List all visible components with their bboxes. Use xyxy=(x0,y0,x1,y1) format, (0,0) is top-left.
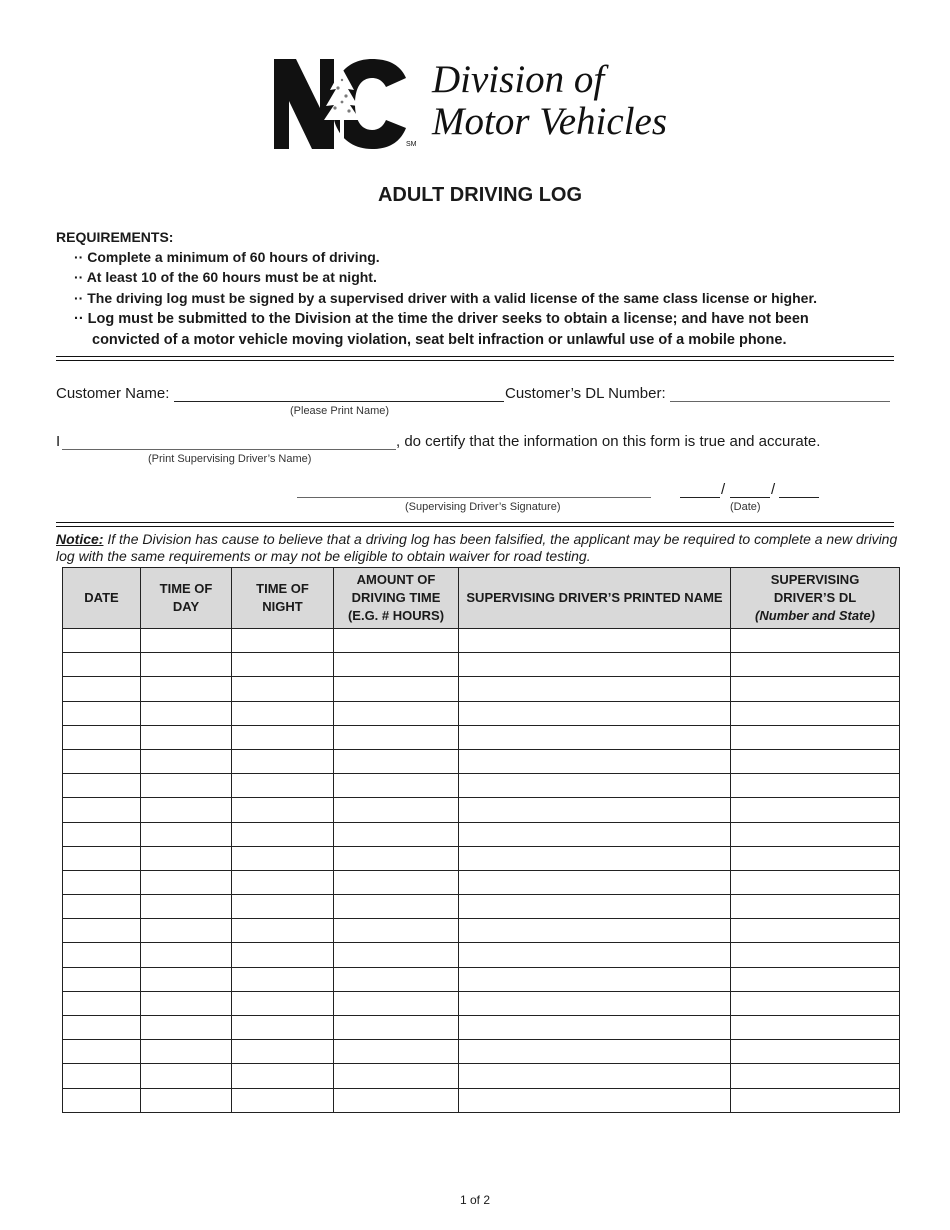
requirement-item: ·· Complete a minimum of 60 hours of driving. xyxy=(74,249,380,265)
supervising-dl-cell[interactable] xyxy=(731,629,900,653)
divider xyxy=(56,526,894,527)
supervising-name-cell[interactable] xyxy=(459,967,731,991)
time-of-day-cell[interactable] xyxy=(141,677,232,701)
supervising-name-cell[interactable] xyxy=(459,1064,731,1088)
date-day-field[interactable] xyxy=(730,497,770,498)
driving-time-cell[interactable] xyxy=(334,629,459,653)
date-cell[interactable] xyxy=(63,870,141,894)
supervising-dl-cell[interactable] xyxy=(731,1064,900,1088)
requirement-item: ·· The driving log must be signed by a supervised driver with a valid license of the same class license or higher. xyxy=(74,290,818,306)
supervising-name-cell[interactable] xyxy=(459,653,731,677)
driving-time-cell[interactable] xyxy=(334,774,459,798)
divider xyxy=(56,356,894,357)
time-of-night-cell[interactable] xyxy=(232,701,334,725)
supervising-name-cell[interactable] xyxy=(459,846,731,870)
table-row xyxy=(63,1088,900,1112)
supervising-name-cell[interactable] xyxy=(459,798,731,822)
driving-time-cell[interactable] xyxy=(334,798,459,822)
table-row xyxy=(63,653,900,677)
division-line-2: Motor Vehicles xyxy=(432,100,668,143)
table-row xyxy=(63,798,900,822)
driving-time-cell[interactable] xyxy=(334,1040,459,1064)
supervising-dl-cell[interactable] xyxy=(731,653,900,677)
supervising-dl-cell[interactable] xyxy=(731,677,900,701)
supervising-name-cell[interactable] xyxy=(459,870,731,894)
requirement-item: ·· At least 10 of the 60 hours must be at night. xyxy=(74,269,377,285)
supervising-name-cell[interactable] xyxy=(459,943,731,967)
customer-name-label: Customer Name: xyxy=(56,385,170,402)
time-of-day-cell[interactable] xyxy=(141,943,232,967)
divider xyxy=(56,360,894,361)
page-title: ADULT DRIVING LOG xyxy=(377,184,583,206)
header-supervising-name: SUPERVISING DRIVER’S PRINTED NAME xyxy=(459,568,731,629)
time-of-night-cell[interactable] xyxy=(232,919,334,943)
time-of-night-cell[interactable] xyxy=(232,1064,334,1088)
supervising-dl-cell[interactable] xyxy=(731,701,900,725)
date-cell[interactable] xyxy=(63,774,141,798)
time-of-day-cell[interactable] xyxy=(141,1088,232,1112)
date-cell[interactable] xyxy=(63,943,141,967)
time-of-night-cell[interactable] xyxy=(232,943,334,967)
supervising-dl-cell[interactable] xyxy=(731,870,900,894)
date-cell[interactable] xyxy=(63,725,141,749)
header-supervising-dl: SUPERVISING DRIVER’S DL (Number and State) xyxy=(731,568,900,629)
time-of-day-cell[interactable] xyxy=(141,725,232,749)
supervising-dl-cell[interactable] xyxy=(731,749,900,773)
date-year-field[interactable] xyxy=(779,497,819,498)
time-of-day-cell[interactable] xyxy=(141,1064,232,1088)
date-cell[interactable] xyxy=(63,701,141,725)
time-of-night-cell[interactable] xyxy=(232,870,334,894)
time-of-day-cell[interactable] xyxy=(141,870,232,894)
driving-time-cell[interactable] xyxy=(334,846,459,870)
date-cell[interactable] xyxy=(63,1064,141,1088)
time-of-night-cell[interactable] xyxy=(232,774,334,798)
time-of-night-cell[interactable] xyxy=(232,653,334,677)
date-cell[interactable] xyxy=(63,991,141,1015)
driving-time-cell[interactable] xyxy=(334,943,459,967)
driving-log-table xyxy=(62,567,900,1113)
supervising-dl-cell[interactable] xyxy=(731,1040,900,1064)
driving-time-cell[interactable] xyxy=(334,701,459,725)
nc-logo-n xyxy=(274,59,334,149)
supervising-dl-cell[interactable] xyxy=(731,1088,900,1112)
supervising-dl-cell[interactable] xyxy=(731,919,900,943)
time-of-day-cell[interactable] xyxy=(141,701,232,725)
header-time-of-day: TIME OF DAY xyxy=(141,568,232,629)
table-row xyxy=(63,677,900,701)
driving-time-cell[interactable] xyxy=(334,725,459,749)
supervising-dl-cell[interactable] xyxy=(731,943,900,967)
time-of-day-cell[interactable] xyxy=(141,967,232,991)
supervising-name-cell[interactable] xyxy=(459,895,731,919)
time-of-night-cell[interactable] xyxy=(232,725,334,749)
requirement-item-continued: convicted of a motor vehicle moving violation, seat belt infraction or unlawful use of a mobile phone. xyxy=(92,332,787,348)
customer-name-hint: (Please Print Name) xyxy=(290,405,390,417)
supervising-dl-cell[interactable] xyxy=(731,846,900,870)
time-of-day-cell[interactable] xyxy=(141,629,232,653)
supervising-dl-cell[interactable] xyxy=(731,798,900,822)
time-of-night-cell[interactable] xyxy=(232,991,334,1015)
certify-statement: , do certify that the information on this form is true and accurate. xyxy=(396,433,821,450)
date-cell[interactable] xyxy=(63,798,141,822)
supervising-dl-cell[interactable] xyxy=(731,895,900,919)
table-row xyxy=(63,846,900,870)
table-row xyxy=(63,1016,900,1040)
date-cell[interactable] xyxy=(63,1016,141,1040)
driving-time-cell[interactable] xyxy=(334,991,459,1015)
table-row xyxy=(63,919,900,943)
time-of-night-cell[interactable] xyxy=(232,822,334,846)
table-row xyxy=(63,774,900,798)
supervising-name-cell[interactable] xyxy=(459,1016,731,1040)
table-row xyxy=(63,943,900,967)
driving-time-cell[interactable] xyxy=(334,653,459,677)
supervising-name-cell[interactable] xyxy=(459,774,731,798)
time-of-night-cell[interactable] xyxy=(232,895,334,919)
time-of-night-cell[interactable] xyxy=(232,967,334,991)
driving-time-cell[interactable] xyxy=(334,749,459,773)
supervising-name-cell[interactable] xyxy=(459,1088,731,1112)
divider xyxy=(56,522,894,523)
header-driving-time: AMOUNT OF DRIVING TIME (E.G. # HOURS) xyxy=(334,568,459,629)
date-cell[interactable] xyxy=(63,1040,141,1064)
date-cell[interactable] xyxy=(63,629,141,653)
driving-time-cell[interactable] xyxy=(334,967,459,991)
date-cell[interactable] xyxy=(63,822,141,846)
table-row xyxy=(63,870,900,894)
customer-dl-field[interactable] xyxy=(670,401,890,402)
supervising-dl-cell[interactable] xyxy=(731,822,900,846)
supervising-name-hint: (Print Supervising Driver’s Name) xyxy=(148,453,312,465)
driving-time-cell[interactable] xyxy=(334,919,459,943)
table-body xyxy=(63,629,900,1113)
date-cell[interactable] xyxy=(63,895,141,919)
date-cell[interactable] xyxy=(63,653,141,677)
supervising-signature-field[interactable] xyxy=(297,497,651,498)
table-row xyxy=(63,749,900,773)
supervising-name-cell[interactable] xyxy=(459,822,731,846)
time-of-day-cell[interactable] xyxy=(141,653,232,677)
supervising-dl-cell[interactable] xyxy=(731,991,900,1015)
time-of-night-cell[interactable] xyxy=(232,798,334,822)
notice xyxy=(56,531,906,565)
date-cell[interactable] xyxy=(63,919,141,943)
supervising-name-cell[interactable] xyxy=(459,677,731,701)
driving-time-cell[interactable] xyxy=(334,677,459,701)
page-number: 1 of 2 xyxy=(459,1193,491,1207)
header-time-of-night: TIME OF NIGHT xyxy=(232,568,334,629)
driving-time-cell[interactable] xyxy=(334,870,459,894)
date-cell[interactable] xyxy=(63,1088,141,1112)
supervising-name-cell[interactable] xyxy=(459,749,731,773)
table-row xyxy=(63,725,900,749)
time-of-day-cell[interactable] xyxy=(141,991,232,1015)
driving-time-cell[interactable] xyxy=(334,1064,459,1088)
supervising-dl-cell[interactable] xyxy=(731,1016,900,1040)
time-of-night-cell[interactable] xyxy=(232,1088,334,1112)
date-separator: / xyxy=(721,481,726,498)
customer-dl-label: Customer’s DL Number: xyxy=(505,385,666,402)
date-hint: (Date) xyxy=(730,501,761,513)
time-of-day-cell[interactable] xyxy=(141,919,232,943)
supervising-name-cell[interactable] xyxy=(459,725,731,749)
division-line-1: Division of xyxy=(432,58,605,101)
customer-name-field[interactable] xyxy=(174,401,504,402)
supervising-dl-cell[interactable] xyxy=(731,725,900,749)
driving-time-cell[interactable] xyxy=(334,895,459,919)
driving-time-cell[interactable] xyxy=(334,1088,459,1112)
time-of-day-cell[interactable] xyxy=(141,749,232,773)
table-row xyxy=(63,991,900,1015)
time-of-day-cell[interactable] xyxy=(141,846,232,870)
supervising-driver-name-field[interactable] xyxy=(62,449,396,450)
table-row xyxy=(63,701,900,725)
notice-label: Notice: xyxy=(56,531,104,547)
table-header-row xyxy=(63,568,900,629)
certify-prefix: I xyxy=(56,433,61,450)
time-of-day-cell[interactable] xyxy=(141,895,232,919)
date-month-field[interactable] xyxy=(680,497,720,498)
time-of-day-cell[interactable] xyxy=(141,798,232,822)
requirement-item: ·· Log must be submitted to the Division at the time the driver seeks to obtain a license; and have not been xyxy=(74,311,809,327)
supervising-name-cell[interactable] xyxy=(459,1040,731,1064)
table-row xyxy=(63,967,900,991)
driving-time-cell[interactable] xyxy=(334,822,459,846)
supervising-name-cell[interactable] xyxy=(459,919,731,943)
time-of-night-cell[interactable] xyxy=(232,1040,334,1064)
notice-text: If the Division has cause to believe that a driving log has been falsified, the applicant may be required to complete a new driving log with the same requirements or may not be eligible to obtain waiver for road testing. xyxy=(56,531,898,564)
time-of-day-cell[interactable] xyxy=(141,822,232,846)
supervising-dl-cell[interactable] xyxy=(731,967,900,991)
time-of-night-cell[interactable] xyxy=(232,846,334,870)
table-row xyxy=(63,895,900,919)
date-cell[interactable] xyxy=(63,677,141,701)
time-of-night-cell[interactable] xyxy=(232,749,334,773)
header-date: DATE xyxy=(63,568,141,629)
driving-time-cell[interactable] xyxy=(334,1016,459,1040)
time-of-night-cell[interactable] xyxy=(232,629,334,653)
requirements-heading: REQUIREMENTS: xyxy=(56,229,174,245)
table-row xyxy=(63,822,900,846)
logo-sm-mark: SM xyxy=(406,141,417,148)
date-cell[interactable] xyxy=(63,967,141,991)
date-cell[interactable] xyxy=(63,846,141,870)
time-of-day-cell[interactable] xyxy=(141,1040,232,1064)
time-of-day-cell[interactable] xyxy=(141,774,232,798)
nc-logo xyxy=(272,56,420,152)
date-cell[interactable] xyxy=(63,749,141,773)
table-row xyxy=(63,629,900,653)
supervising-name-cell[interactable] xyxy=(459,701,731,725)
time-of-night-cell[interactable] xyxy=(232,1016,334,1040)
supervising-name-cell[interactable] xyxy=(459,629,731,653)
supervising-dl-cell[interactable] xyxy=(731,774,900,798)
time-of-night-cell[interactable] xyxy=(232,677,334,701)
date-separator: / xyxy=(771,481,776,498)
table-row xyxy=(63,1064,900,1088)
signature-hint: (Supervising Driver’s Signature) xyxy=(405,501,561,513)
table-row xyxy=(63,1040,900,1064)
supervising-name-cell[interactable] xyxy=(459,991,731,1015)
time-of-day-cell[interactable] xyxy=(141,1016,232,1040)
